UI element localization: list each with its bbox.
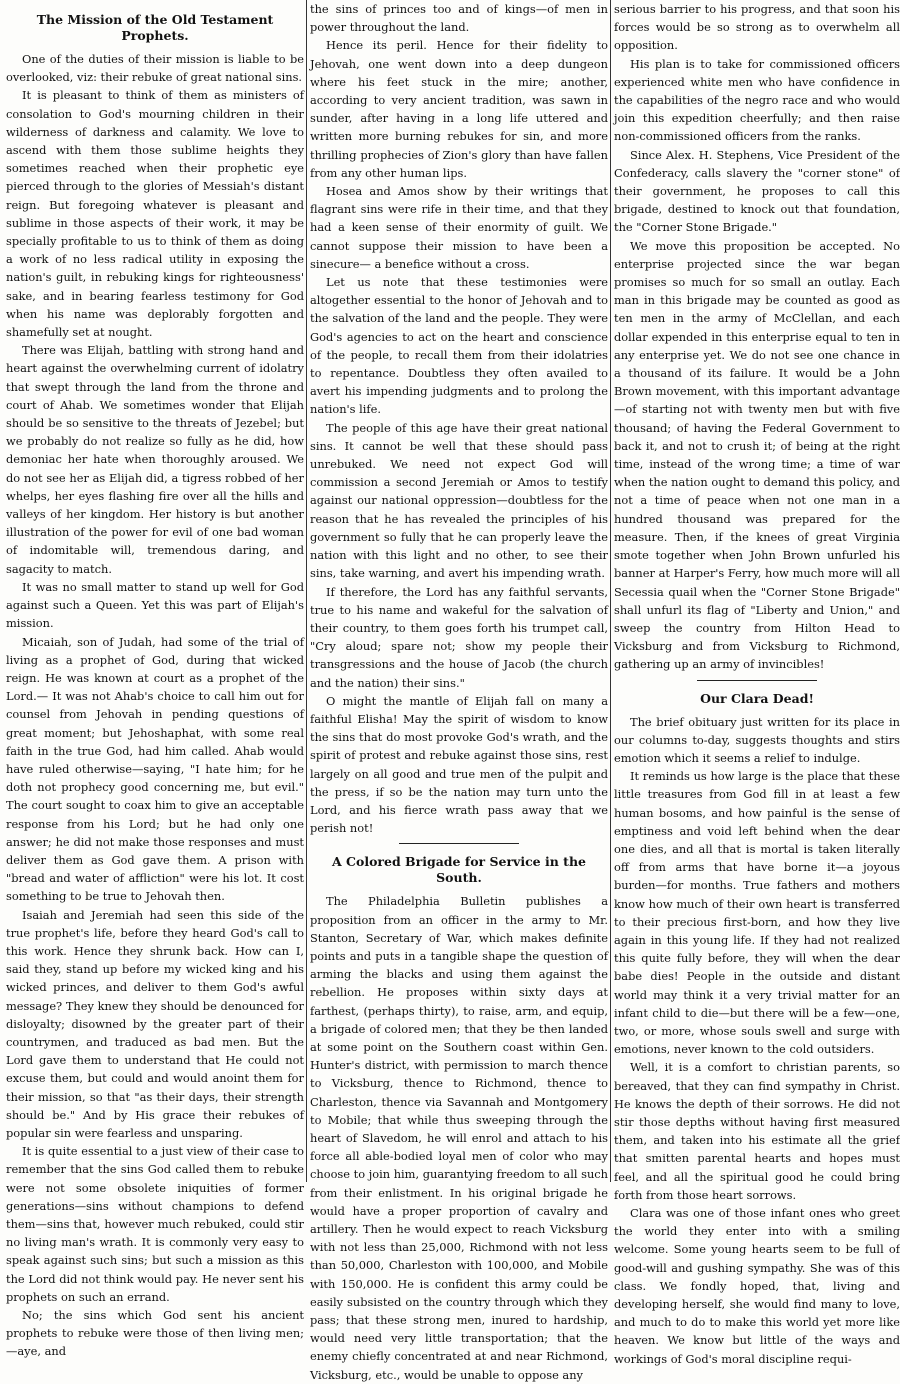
paragraph: Well, it is a comfort to christian parents, so bereaved, that they can find sympathy in Christ. He knows the depth of their sorrows. He did not stir those depths without having first measured them, and taken into his estimate all the grief that smitten parental hearts and hopes must feel, and all the spiritual good he could bring forth from those heart sorrows. [614, 1060, 900, 1202]
column-divider [306, 0, 307, 1182]
paragraph: O might the mantle of Elijah fall on many a faithful Elisha! May the spirit of wisdom to know the sins that do most provoke God's wrath, and the spirit of protest and rebuke against those sins, rest largely on all good and true men of the pulpit and the press, if so be the nation may turn unto the Lord, and his fierce wrath pass away that we perish not! [310, 693, 608, 836]
paragraph: It is pleasant to think of them as ministers of consolation to God's mourning children in their wilderness of darkness and calamity. We love to ascend with them those sublime heights they sometimes reached when their prophetic eye pierced through to the glories of Messiah's distant reign. But foregoing whatever is pleasant and sublime in those aspects of their work, it may be specially profitable to us to think of them as doing a work of no less radical utility in exposing the nation's guilt, in rebuking kings for righteousness' sake, and in bearing fearless testimony for God when his name was deplorably forgotten and shamefully set at nought. [6, 88, 304, 340]
paragraph: Let us note that these testimonies were altogether essential to the honor of Jehovah and to the salvation of the land and the people. They were God's agencies to act on the heart and conscience of the people, to recall them from their idolatries to repentance. Doubtless they often availed to avert his impending judgments and to prolong the nation's life. [310, 275, 608, 417]
paragraph: Hence its peril. Hence for their fidelity to Jehovah, one went down into a deep dungeon where his feet stuck in the mire; another, according to very ancient tradition, was sawn in sunder, after having in a long life uttered and written more burning rebukes for sin, and more thrilling prophecies of Zion's glory than have fallen from any other human lips. [310, 38, 608, 180]
column-divider [610, 0, 611, 1182]
paragraph: The Philadelphia Bulletin publishes a proposition from an officer in the army to Mr. Stanton, Secretary of War, which makes definite points and puts in a tangible shape the question of arming the blacks and using them against the rebellion. He proposes within sixty days at farthest, (perhaps thirty), to raise, arm, and equip, a brigade of colored men; that they be then landed at some point on the Southern coast within Gen. Hunter's district, with permission to march thence to Vicksburg, thence to Richmond, thence to Charleston, thence via Savannah and Montgomery to Mobile; that while thus sweeping through the heart of Slavedom, he will enrol and attach to his force all able-bodied loyal men of color who may choose to join him, guarantying freedom to all such from their enlistment. In his original brigade he would have a proper proportion of cavalry and artillery. Then he would expect to reach Vicksburg with not less than 25,000, Richmond with not less than 50,000, Charleston with 100,000, and Mobile with 150,000. He is confident this army could be easily subsisted on the country through which they pass; that these strong men, inured to hardship, would need very little transportation; that the enemy chiefly concentrated at and near Richmond, Vicksburg, etc., would be unable to oppose any [310, 894, 608, 1382]
paragraph: We move this proposition be accepted. No enterprise projected since the war began promises so much for so small an outlay. Each man in this brigade may be counted as good as ten men in the army of McClellan, and each dollar expended in this enterprise equal to ten in any enterprise yet. We do not see one chance in a thousand of its failure. It would be a John Brown movement, with this important advantage—of starting not with twenty men but with five thousand; of having the Federal Government to back it, and not to crush it; of being at the right time, instead of the wrong time; a time of war when the nation ought to demand this policy, and not a time of peace when not one man in a hundred thousand was prepared for the measure. Then, if the knees of great Virginia smote together when John Brown unfurled his banner at Harper's Ferry, how much more will all Secessia quail when the "Corner Stone Brigade" shall unfurl its flag of "Liberty and Union," and sweep the country from Hilton Head to Vicksburg and from Vicksburg to Richmond, gathering up an army of invincibles! [614, 238, 900, 672]
paragraph: serious barrier to his progress, and that soon his forces would be so strong as to overwhelm all opposition. [614, 2, 900, 53]
paragraph: No; the sins which God sent his ancient prophets to rebuke were those of then living men;—aye, and [6, 1308, 304, 1359]
column-1 [6, 0, 304, 1359]
paragraph: The people of this age have their great national sins. It cannot be well that these should pass unrebuked. We need not expect God will commission a second Jeremiah or Amos to testify against our national oppression—doubtless for the reason that he has revealed the principles of his government so fully that he can properly leave the nation with this light and no other, to see their sins, take warning, and avert his impending wrath. [310, 420, 608, 581]
paragraph: Since Alex. H. Stephens, Vice President of the Confederacy, calls slavery the "corner stone" of their government, he proposes to call this brigade, destined to knock out that foundation, the "Corner Stone Brigade." [614, 147, 900, 235]
paragraph: It reminds us how large is the place that these little treasures from God fill in at least a few human bosoms, and how painful is the sense of emptiness and void left behind when the dear one dies, and all that is mortal is taken literally off from arms that have borne it—a joyous burden—for months. True fathers and mothers know how much of their own heart is transferred to their precious first-born, and how they live again in this young life. If they had not realized this quite fully before, they will when the dear babe dies! People in the outside and distant world may think it a very trivial matter for an infant child to die—but there will be a few—one, two, or more, whose souls swell and surge with emotions, never known to the cold outsiders. [614, 769, 900, 1057]
article-heading: Our Clara Dead! [700, 690, 814, 706]
article-heading: The Mission of the Old Testament Prophets. [36, 12, 274, 43]
paragraph: The brief obituary just written for its place in our columns to-day, suggests thoughts and stirs emotion which it seems a relief to indulge. [614, 714, 900, 765]
column-2 [310, 0, 608, 1382]
paragraph: It was no small matter to stand up well for God against such a Queen. Yet this was part of Elijah's mission. [6, 579, 304, 631]
section-divider [697, 680, 817, 681]
article-heading: A Colored Brigade for Service in the South. [332, 854, 586, 886]
paragraph: Micaiah, son of Judah, had some of the trial of living as a prophet of God, during that wicked reign. He was known at court as a prophet of the Lord.— It was not Ahab's choice to call him out for counsel from Jehovah in pending questions of great moment; but Jehoshaphat, with some real faith in the true God, had him called. Ahab would have ruled otherwise—saying, "I hate him; for he doth not prophecy good concerning me, but evil." The court sought to coax him to give an acceptable response from his Lord; but he had only one answer; he did not make those responses and must deliver them as God gave them. A prison with "bread and water of affliction" were his lot. It cost something to be true to Jehovah then. [6, 634, 304, 904]
paragraph: Hosea and Amos show by their writings that flagrant sins were rife in their time, and that they had a keen sense of their enormity of guilt. We cannot suppose their mission to have been a sinecure— a benefice without a cross. [310, 184, 608, 271]
paragraph: Clara was one of those infant ones who greet the world they enter into with a smiling welcome. Some young hearts seem to be full of good-will and gushing sympathy. She was of this class. We fondly hoped, that, living and developing herself, she would find many to love, and much to do to make this world yet more like heaven. We know but little of the ways and workings of God's moral discipline requi- [614, 1206, 900, 1366]
paragraph: It is quite essential to a just view of their case to remember that the sins God called them to rebuke were not some obsolete iniquities of former generations—sins without champions to defend them—sins that, however much rebuked, could stir no living man's wrath. It is commonly very easy to speak against such sins; but such a mission as this the Lord did not think would pay. He never sent his prophets on such an errand. [6, 1144, 304, 1304]
paragraph: One of the duties of their mission is liable to be overlooked, viz: their rebuke of great national sins. [6, 52, 304, 85]
paragraph: There was Elijah, battling with strong hand and heart against the overwhelming current of idolatry that swept through the land from the throne and court of Ahab. We sometimes wonder that Elijah should be so sensitive to the threats of Jezebel; but we probably do not realize so fully as he did, how demoniac her hate when thoroughly aroused. We do not see her as Elijah did, a tigress robbed of her whelps, her eyes flashing fire over all the hills and valleys of her kingdom. Her history is but another illustration of the power for evil of one bad woman of indomitable will, tremendous daring, and sagacity to match. [6, 343, 304, 576]
column-3 [614, 0, 900, 1366]
paragraph: Isaiah and Jeremiah had seen this side of the true prophet's life, before they heard God's call to this work. Hence they shrunk back. How can I, said they, stand up before my wicked king and his wicked princes, and deliver to them God's awful message? They knew they should be denounced for disloyalty; disowned by the greater part of their countrymen, and traduced as bad men. But the Lord gave them to understand that He could not excuse them, but could and would anoint them for their mission, so that "as their days, their strength should be." And by His grace their rebukes of popular sin were fearless and unsparing. [6, 907, 304, 1140]
section-divider [399, 843, 519, 844]
paragraph: the sins of princes too and of kings—of men in power throughout the land. [310, 2, 608, 35]
paragraph: If therefore, the Lord has any faithful servants, true to his name and wakeful for the salvation of their country, to them goes forth his trumpet call, "Cry aloud; spare not; show my people their transgressions and the house of Jacob (the church and the nation) their sins." [310, 584, 608, 690]
paragraph: His plan is to take for commissioned officers experienced white men who have confidence in the capabilities of the negro race and who would join this expedition cheerfully; and then raise non-commissioned officers from the ranks. [614, 56, 900, 144]
